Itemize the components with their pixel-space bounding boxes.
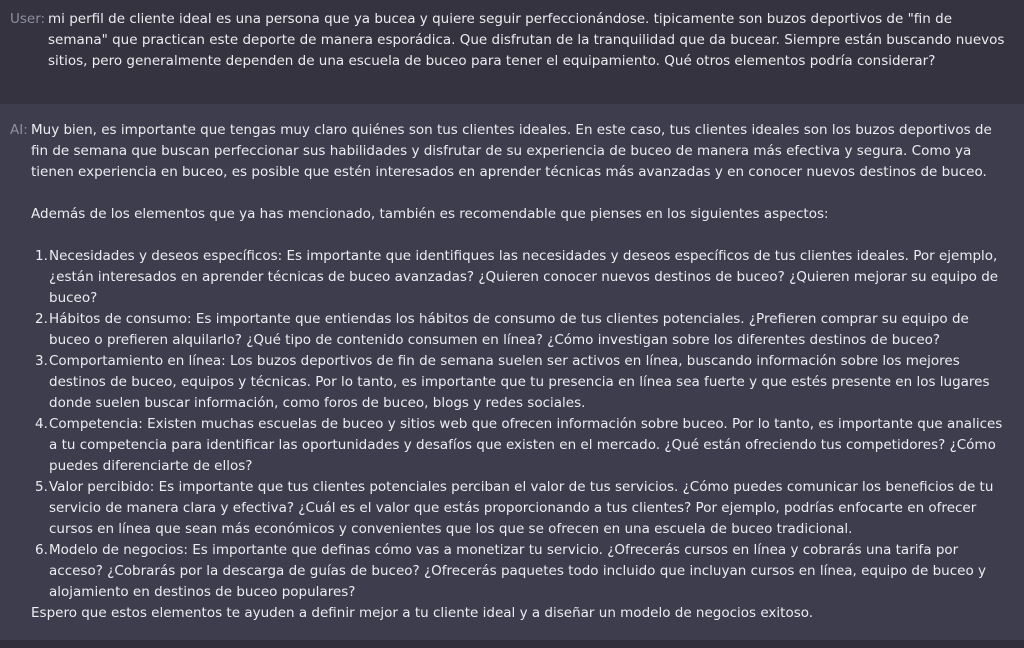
list-item [31,477,1011,540]
ai-message [0,104,1024,648]
list-item-text: Competencia: Existen muchas escuelas de buceo y sitios web que ofrecen información sobre buceo. Por lo tanto, es importante que analices a tu competencia para identificar las oportunidades y desafíos que existen en el mercado. ¿Qué están ofreciendo tus competidores? ¿Cómo puedes diferenciarte de ellos? [49,416,1003,474]
list-number: 2. [35,311,48,327]
list-item [31,309,1011,351]
list-number: 3. [35,353,48,369]
list-number: 1. [35,248,48,264]
list-item [31,351,1011,414]
list-item-text: Valor percibido: Es importante que tus clientes potenciales perciban el valor de tus servicios. ¿Cómo puedes comunicar los beneficios de tu servicio de manera clara y efectiva? ¿Cuál es el valor que estás proporcionando a tus clientes? Por ejemplo, podrías enfocarte en ofrecer cursos en línea que sean más económicos y convenientes que los que se ofrecen en una escuela de buceo tradicional. [49,479,994,537]
list-item [31,246,1011,309]
aspects-list [31,246,1011,603]
list-item-text: Hábitos de consumo: Es importante que entiendas los hábitos de consumo de tus clientes potenciales. ¿Prefieren comprar su equipo de buceo o prefieren alquilarlo? ¿Qué tipo de contenido consumen en línea? ¿Cómo investigan sobre los diferentes destinos de buceo? [49,311,969,348]
ai-role-label: AI: [10,122,28,138]
ai-message-content [31,120,1011,624]
list-number: 6. [35,542,48,558]
paragraph-spacer [31,183,1011,204]
ai-intro-paragraph: Muy bien, es importante que tengas muy claro quiénes son tus clientes ideales. En este caso, tus clientes ideales son los buzos deportivos de fin de semana que buscan perfeccionar sus habilidades y disfrutar de su experiencia de buceo de manera más efectiva y segura. Como ya tienen experiencia en buceo, es posible que estén interesados en aprender técnicas más avanzadas y en conocer nuevos destinos de buceo. [31,122,992,180]
bottom-bar [0,640,1024,648]
list-item-text: Comportamiento en línea: Los buzos deportivos de fin de semana suelen ser activos en línea, buscando información sobre los mejores destinos de buceo, equipos y técnicas. Por lo tanto, es importante que tu presencia en línea sea fuerte y que estés presente en los lugares donde suelen buscar información, como foros de buceo, blogs y redes sociales. [49,353,990,411]
user-message-text: mi perfil de cliente ideal es una persona que ya bucea y quiere seguir perfeccionándose. tipicamente son buzos deportivos de "fin de semana" que practican este deporte de manera esporádica. Que disfrutan de la tranquilidad que da bucear. Siempre están buscando nuevos sitios, pero generalmente dependen de una escuela de buceo para tener el equipamiento. Qué otros elementos podría considerar? [48,11,1005,69]
list-number: 4. [35,416,48,432]
user-role-label: User: [10,11,46,27]
list-item [31,414,1011,477]
paragraph-spacer [31,225,1011,246]
ai-lead-paragraph: Además de los elementos que ya has mencionado, también es recomendable que pienses en los siguientes aspectos: [31,206,829,222]
list-item-text: Necesidades y deseos específicos: Es importante que identifiques las necesidades y deseos específicos de tus clientes ideales. Por ejemplo, ¿están interesados en aprender técnicas de buceo avanzadas? ¿Quieren conocer nuevos destinos de buceo? ¿Quieren mejorar su equipo de buceo? [49,248,999,306]
user-message [0,0,1024,104]
list-number: 5. [35,479,48,495]
list-item-text: Modelo de negocios: Es importante que definas cómo vas a monetizar tu servicio. ¿Ofrecerás cursos en línea y cobrarás una tarifa por acceso? ¿Cobrarás por la descarga de guías de buceo? ¿Ofrecerás paquetes todo incluido que incluyan cursos en línea, equipo de buceo y alojamiento en destinos de buceo populares? [49,542,986,600]
list-item [31,540,1011,603]
ai-closing-paragraph: Espero que estos elementos te ayuden a definir mejor a tu cliente ideal y a diseñar un modelo de negocios exitoso. [31,605,814,621]
